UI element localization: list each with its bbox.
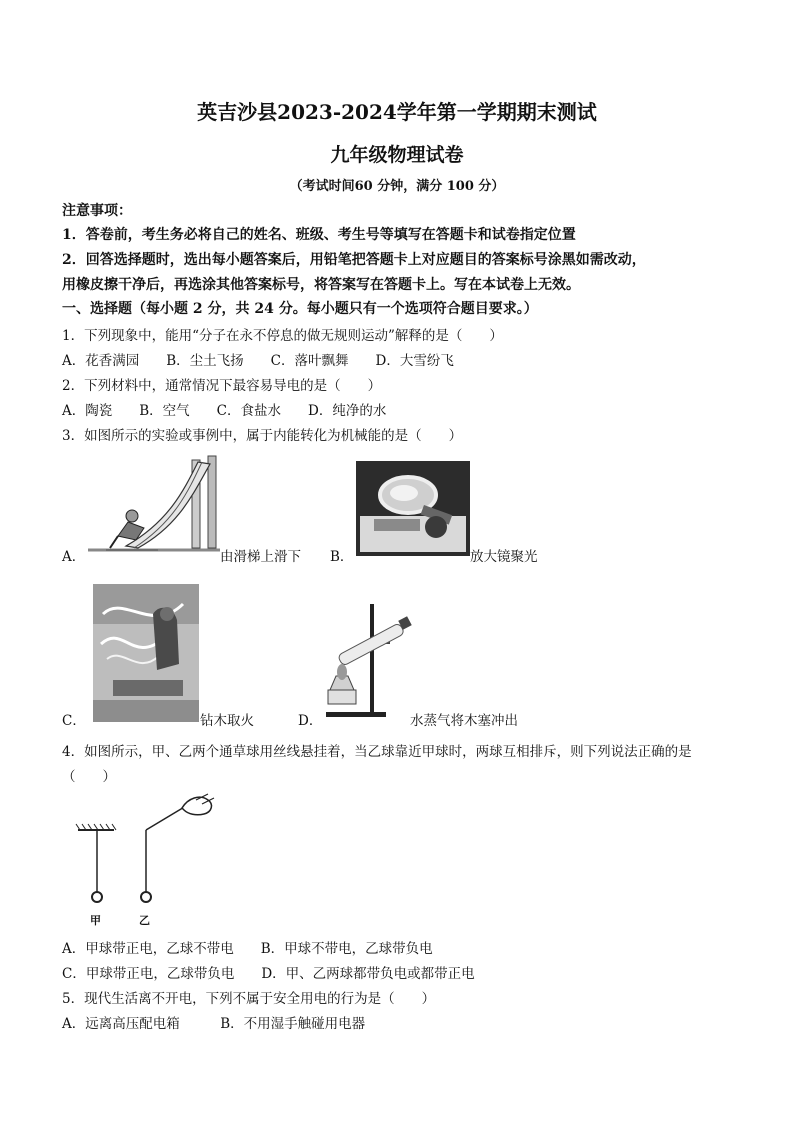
label-jia: 甲: [90, 914, 101, 927]
charged-balls-diagram: [62, 792, 240, 930]
q4-options-line-1: A．甲球带正电，乙球不带电 B．甲球不带电，乙球带负电: [62, 941, 433, 957]
q3-option-b-caption: 放大镜聚光: [470, 549, 538, 565]
q5-stem: 5．现代生活离不开电，下列不属于安全用电的行为是（ ）: [62, 991, 436, 1007]
q1-stem: 1．下列现象中，能用“分子在永不停息的做无规则运动”解释的是（ ）: [62, 328, 503, 344]
notice-item-1: 1．答卷前，考生务必将自己的姓名、班级、考生号等填写在答题卡和试卷指定位置: [62, 227, 576, 243]
magnifier-image: [356, 461, 470, 556]
section-1-heading: 一、选择题（每小题 2 分，共 24 分。每小题只有一个选项符合题目要求。）: [62, 301, 538, 317]
q2-stem: 2．下列材料中，通常情况下最容易导电的是（ ）: [62, 378, 382, 394]
q3-option-d-caption: 水蒸气将木塞冲出: [410, 713, 518, 729]
q3-option-a-caption: 由滑梯上滑下: [220, 549, 301, 565]
q3-option-c-caption: 钻木取火: [200, 713, 254, 729]
steam-cork-image: [322, 600, 414, 720]
q3-option-c-letter: C．: [62, 713, 86, 729]
q3-stem: 3．如图所示的实验或事例中，属于内能转化为机械能的是（ ）: [62, 428, 463, 444]
q3-option-a-letter: A．: [62, 549, 86, 565]
q4-stem-line-1: 4．如图所示，甲、乙两个通草球用丝线悬挂着，当乙球靠近甲球时，两球互相排斥，则下列说法正确的是: [62, 744, 692, 760]
notice-heading: 注意事项：: [62, 203, 132, 219]
q4-stem-line-2: （ ）: [62, 769, 116, 785]
exam-subtitle: 九年级物理试卷: [330, 144, 464, 166]
q4-options-line-2: C．甲球带正电，乙球带负电 D．甲、乙两球都带负电或都带正电: [62, 966, 475, 982]
notice-item-2-line-2: 用橡皮擦干净后，再选涂其他答案标号，将答案写在答题卡上。写在本试卷上无效。: [62, 277, 580, 293]
label-yi: 乙: [139, 914, 150, 927]
q3-option-b-letter: B．: [330, 549, 354, 565]
q5-options: A．远离高压配电箱 B．不用湿手触碰用电器: [62, 1016, 366, 1032]
exam-title: 英吉沙县2023-2024学年第一学期期末测试: [197, 100, 597, 124]
exam-time-note: （考试时间60 分钟，满分 100 分）: [289, 179, 505, 194]
notice-item-2-line-1: 2．回答选择题时，选出每小题答案后，用铅笔把答题卡上对应题目的答案标号涂黑如需改动，: [62, 252, 646, 268]
q1-options: A．花香满园 B．尘土飞扬 C．落叶飘舞 D．大雪纷飞: [62, 353, 454, 369]
q2-options: A．陶瓷 B．空气 C．食盐水 D．纯净的水: [62, 403, 387, 419]
q3-option-d-letter: D．: [298, 713, 323, 729]
drilling-wood-image: [93, 584, 199, 722]
slide-image: [88, 452, 220, 554]
